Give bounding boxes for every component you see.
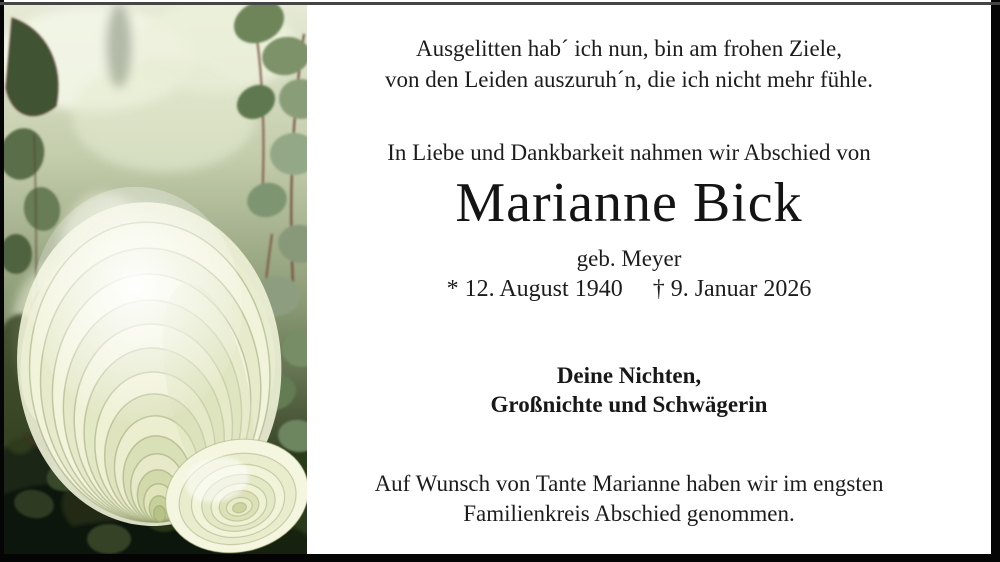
birth-date: * 12. August 1940 bbox=[446, 276, 623, 302]
obituary-text-column bbox=[307, 0, 951, 562]
mourners-line-2: Großnichte und Schwägerin bbox=[490, 392, 768, 417]
death-date: † 9. Januar 2026 bbox=[652, 276, 812, 302]
frame-bottom-bar bbox=[0, 554, 1000, 562]
frame-right-bar bbox=[991, 0, 1000, 562]
deceased-name: Marianne Bick bbox=[455, 172, 803, 234]
frame-top-rule bbox=[0, 2, 1000, 5]
memorial-flower-photo bbox=[4, 4, 307, 554]
verse-line-1: Ausgelitten hab´ ich nun, bin am frohen Ziele, bbox=[415, 36, 843, 61]
memorial-verse bbox=[307, 33, 951, 95]
closing-line-2: Familienkreis Abschied genommen. bbox=[463, 501, 795, 526]
mourners bbox=[307, 361, 951, 419]
frame-left-bar bbox=[0, 0, 4, 562]
verse-line-2: von den Leiden auszuruh´n, die ich nicht mehr fühle. bbox=[385, 67, 873, 92]
closing-note bbox=[307, 469, 951, 529]
farewell-intro: In Liebe und Dankbarkeit nahmen wir Abschied von bbox=[387, 140, 871, 165]
closing-line-1: Auf Wunsch von Tante Marianne haben wir im engsten bbox=[374, 471, 884, 496]
maiden-name: geb. Meyer bbox=[576, 246, 682, 271]
life-dates bbox=[307, 275, 951, 304]
mourners-line-1: Deine Nichten, bbox=[556, 363, 702, 388]
